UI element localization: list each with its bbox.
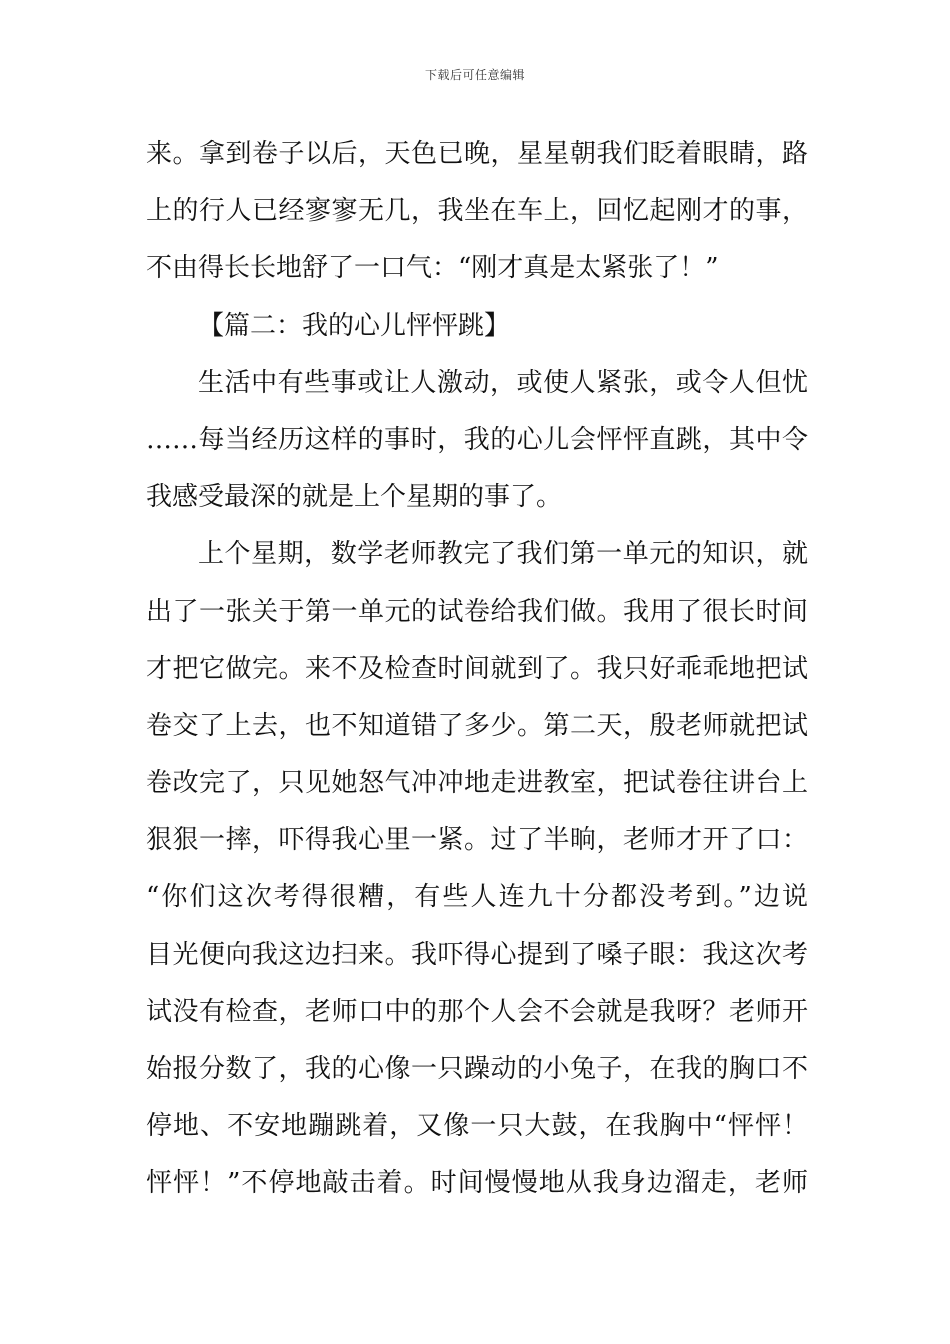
text-line: 才把它做完。来不及检查时间就到了。我只好乖乖地把试 (146, 653, 808, 684)
text-line: 停地、不安地蹦跳着，又像一只大鼓，在我胸中“怦怦！ (146, 1111, 808, 1142)
text-line: 生活中有些事或让人激动，或使人紧张，或令人但忧 (198, 367, 808, 398)
text-line: 始报分数了，我的心像一只躁动的小兔子，在我的胸口不 (146, 1054, 808, 1084)
text-line: 卷改完了，只见她怒气冲冲地走进教室，把试卷往讲台上 (146, 768, 808, 799)
section-heading: 【篇二：我的心儿怦怦跳】 (198, 310, 511, 341)
text-line: 出了一张关于第一单元的试卷给我们做。我用了很长时间 (146, 596, 808, 627)
text-line: 卷交了上去，也不知道错了多少。第二天，殷老师就把试 (146, 710, 808, 741)
text-line: 怦怦！”不停地敲击着。时间慢慢地从我身边溜走，老师 (146, 1168, 808, 1199)
text-line: 上个星期，数学老师教完了我们第一单元的知识，就 (198, 539, 808, 570)
text-line: 来。拿到卷子以后，天色已晚，星星朝我们眨着眼睛，路 (146, 139, 808, 169)
text-line: 目光便向我这边扫来。我吓得心提到了嗓子眼：我这次考 (146, 939, 808, 970)
text-line: 上的行人已经寥寥无几，我坐在车上，回忆起刚才的事， (146, 196, 808, 227)
page-header: 下载后可任意编辑 (424, 68, 525, 82)
document-body (146, 126, 808, 1213)
text-line: 狠狠一摔，吓得我心里一紧。过了半晌，老师才开了口： (146, 825, 808, 856)
text-line: “你们这次考得很糟，有些人连九十分都没考到。”边说 (146, 882, 808, 913)
text-line: 试没有检查，老师口中的那个人会不会就是我呀？老师开 (146, 996, 808, 1027)
text-line: 我感受最深的就是上个星期的事了。 (146, 482, 563, 513)
text-line: ……每当经历这样的事时，我的心儿会怦怦直跳，其中令 (146, 424, 808, 455)
text-line: 不由得长长地舒了一口气：“刚才真是太紧张了！” (146, 253, 719, 284)
